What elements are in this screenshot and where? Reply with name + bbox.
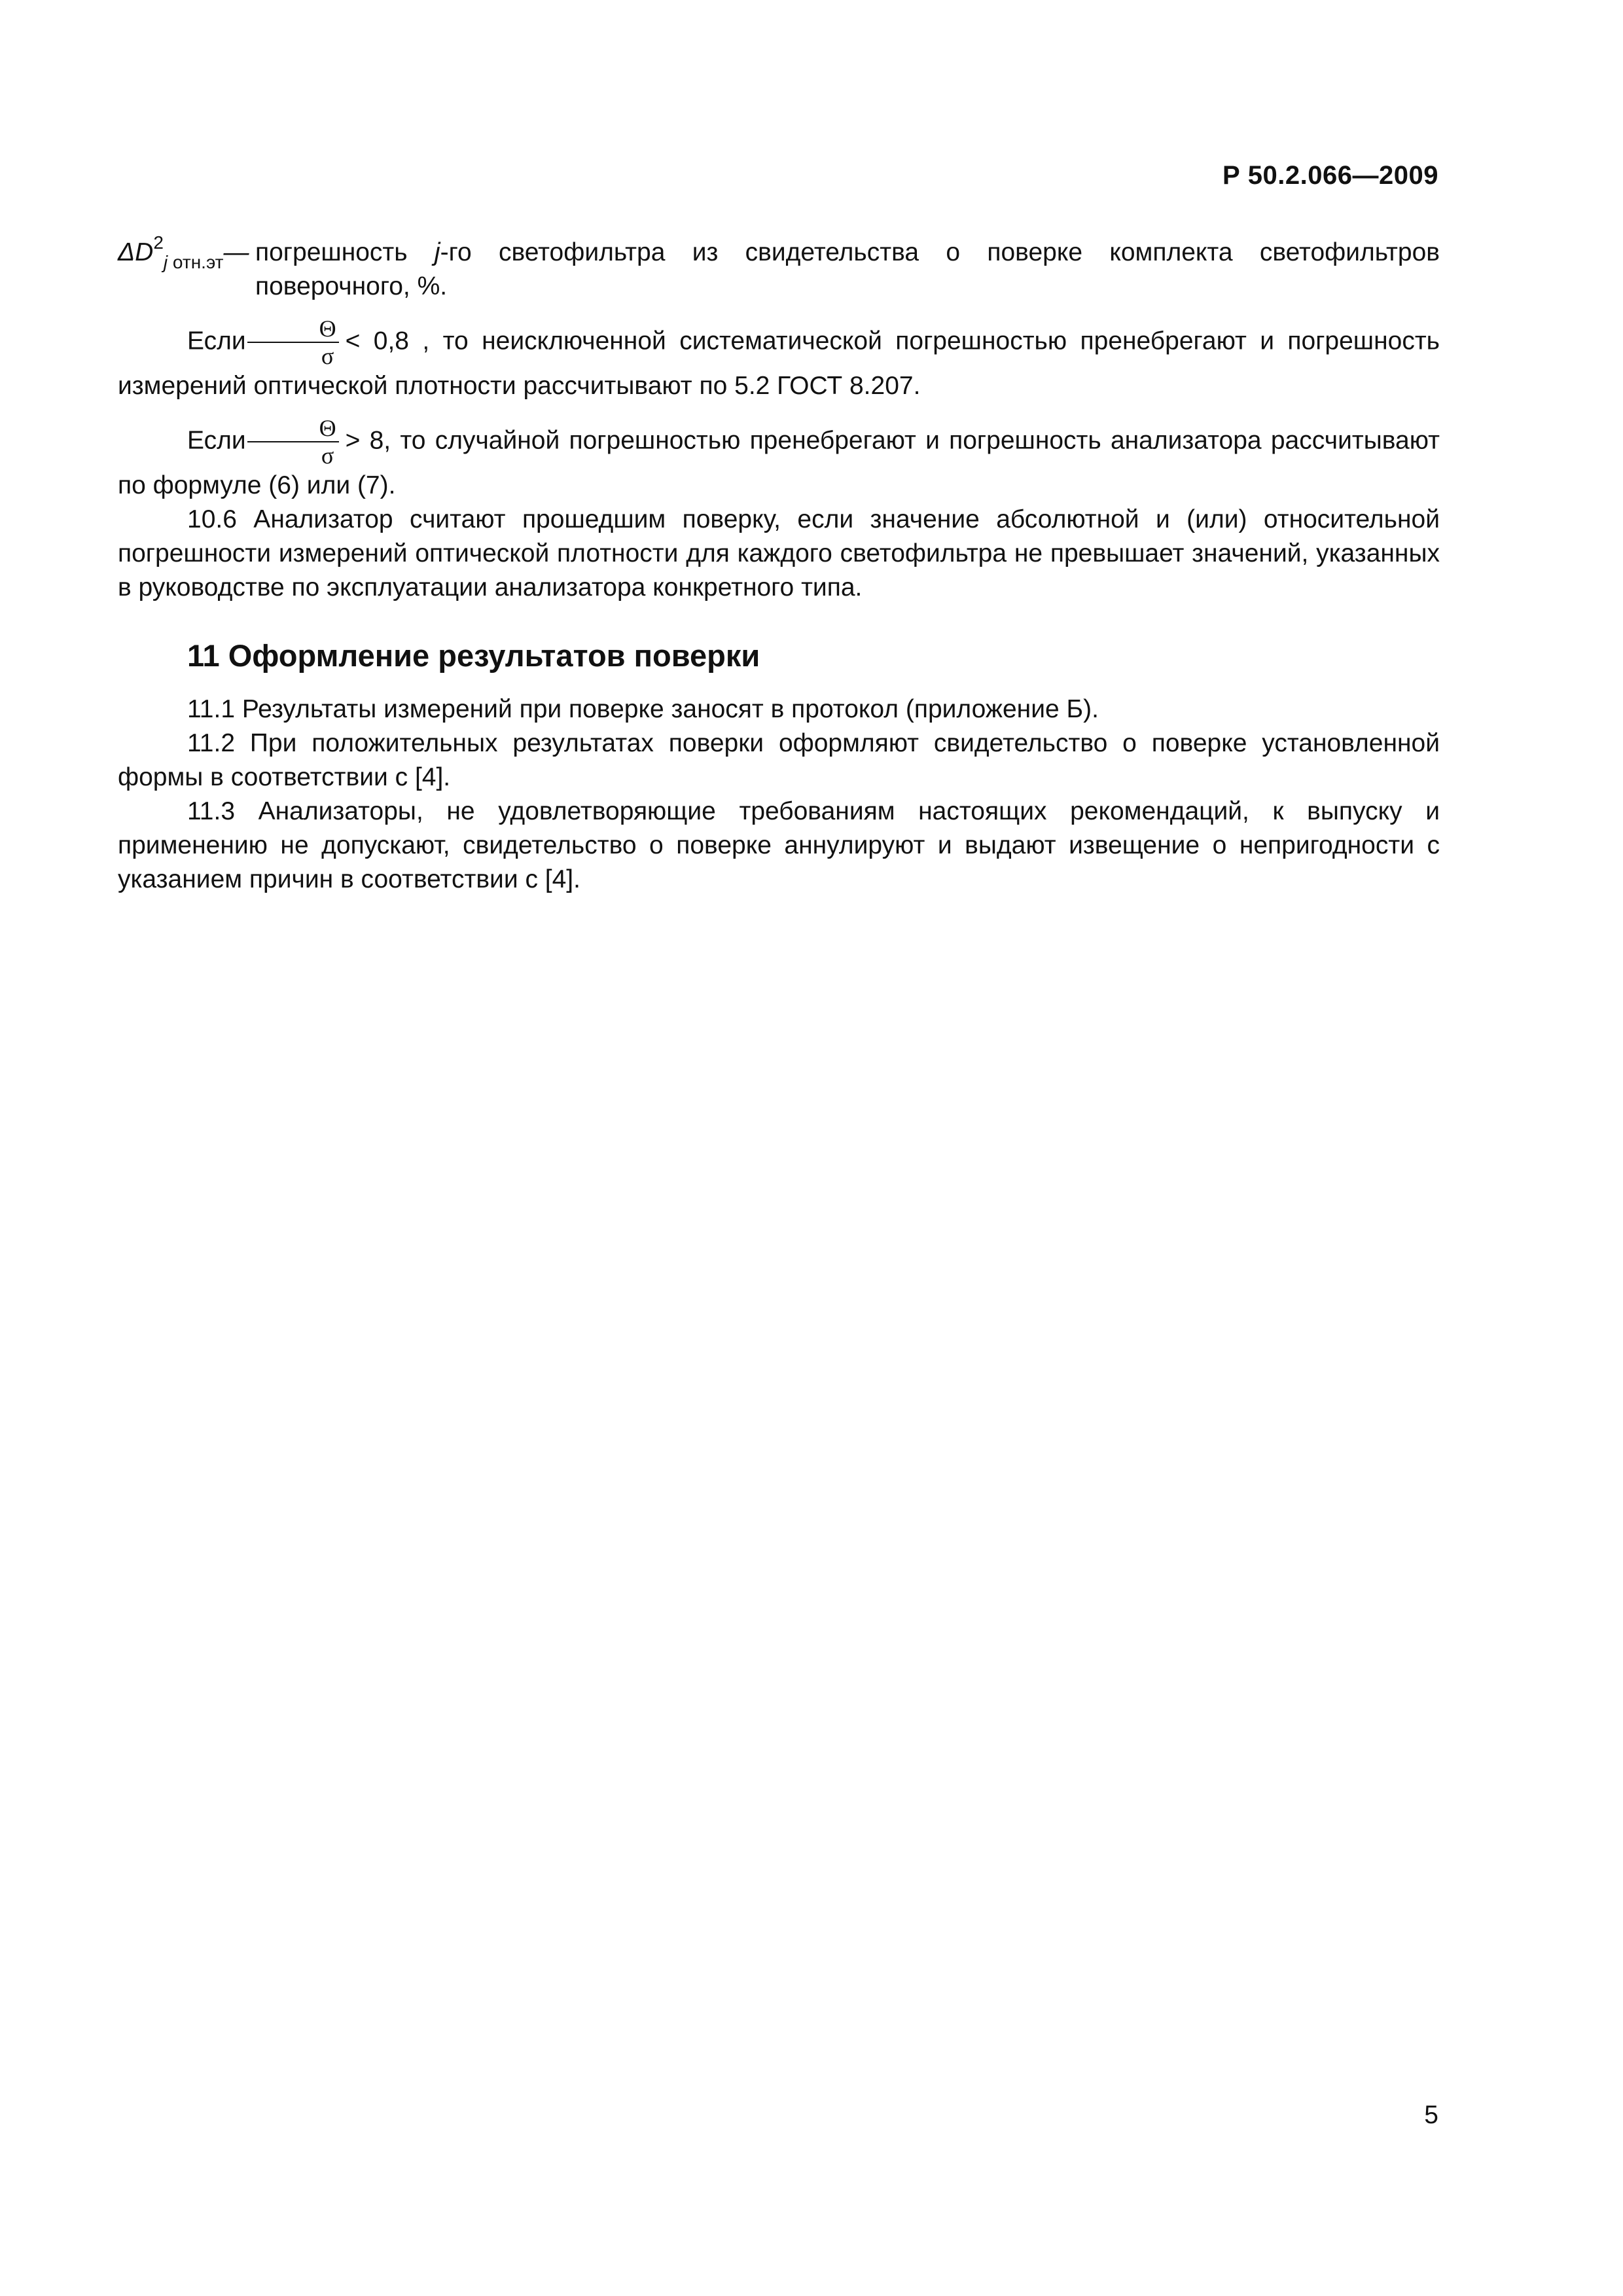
symbol-superscript: 2	[153, 232, 164, 253]
symbol-delta-d-relative	[118, 232, 255, 272]
condition-text: > 8, то случайной погрешностью пренебрегают и погрешность анализатора рассчитывают по формуле (6) или (7).	[118, 426, 1440, 499]
definition-text: погрешность j-го светофильтра из свидетельства о поверке комплекта светофильтров поверочного, %.	[255, 238, 1440, 300]
page-number: 5	[1424, 2101, 1438, 2129]
fraction-theta-over-sigma: $\frac{\Theta}{\sigma}$	[247, 415, 339, 469]
fraction-theta-over-sigma: $\frac{\Theta}{\sigma}$	[247, 315, 339, 369]
symbol-d: D	[135, 238, 154, 266]
definition-dash: —	[223, 238, 249, 266]
condition-paragraph-1	[118, 315, 1440, 403]
condition-text: < 0,8 , то неисключенной систематической погрешностью пренебрегают и погрешность измерений оптической плотности рассчитывают по 5.2 ГОСТ 8.207.	[118, 327, 1440, 400]
condition-lead: Если	[187, 426, 246, 455]
paragraph-10-6: 10.6 Анализатор считают прошедшим поверку, если значение абсолютной и (или) относительной погрешности измерений оптической плотности для каждого светофильтра не превышает значений, указанных в руководстве по эксплуатации анализатора конкретного типа.	[118, 505, 1440, 601]
condition-lead: Если	[187, 327, 246, 355]
paragraph-11-3: 11.3 Анализаторы, не удовлетворяющие требованиям настоящих рекомендаций, к выпуску и применению не допускают, свидетельство о поверке аннулируют и выдают извещение о непригодности с указанием причин в соответствии с [4].	[118, 797, 1440, 893]
paragraph-11-2: 11.2 При положительных результатах поверки оформляют свидетельство о поверке установленной формы в соответствии с [4].	[118, 729, 1440, 791]
symbol-delta: Δ	[118, 238, 135, 266]
document-code: Р 50.2.066—2009	[1222, 161, 1438, 190]
symbol-subscript: j отн.эт	[163, 252, 224, 272]
paragraph-11-1: 11.1 Результаты измерений при поверке заносят в протокол (приложение Б).	[187, 695, 1099, 723]
document-body	[118, 232, 1440, 897]
definition-row	[118, 232, 1440, 304]
condition-paragraph-2	[118, 415, 1440, 503]
section-11-heading: 11 Оформление результатов поверки	[187, 638, 760, 673]
